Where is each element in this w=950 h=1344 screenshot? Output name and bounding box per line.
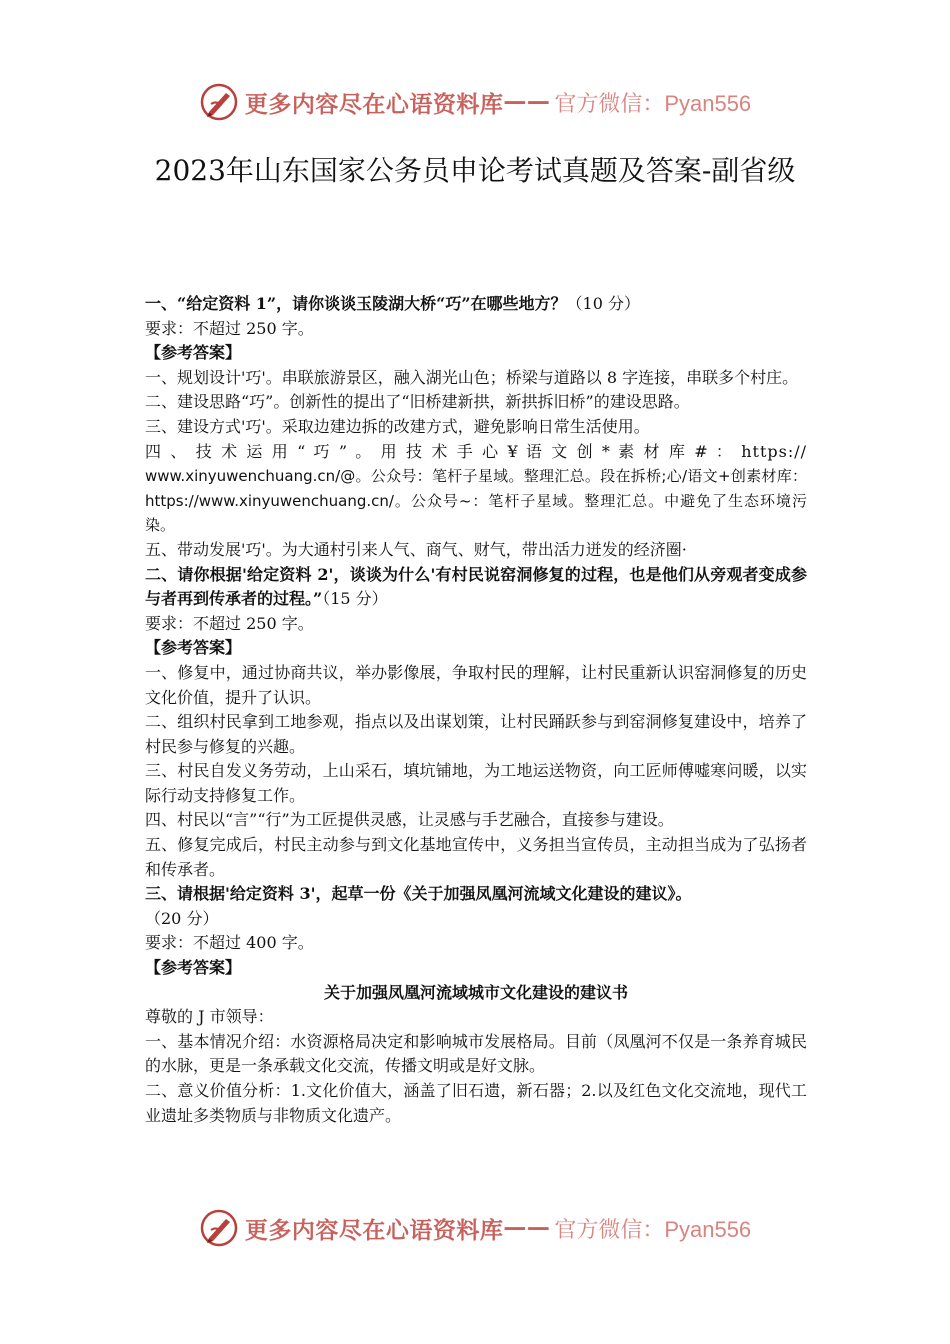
banner-wechat: 官方微信：Pyan556 [554, 1216, 752, 1242]
question-1-requirement: 要求：不超过 250 字。 [145, 318, 314, 338]
question-1-answer-4-body: www.xinyuwenchuang.cn/@。公众号：笔杆子星域。整理汇总。段在拆桥;心/语文+创素材库：https://www.xinyuwenchuang.cn/。公众号~：笔杆子星域。整理汇总。中避免了生态环境污染。 [145, 467, 807, 535]
question-1-answer-1: 一、规划设计'巧'。串联旅游景区，融入湖光山色；桥梁与道路以 8 字连接，串联多个村庄。 [145, 367, 799, 387]
question-3-score: （20 分） [145, 908, 219, 928]
question-1-answer-5: 五、带动发展'巧'。为大通村引来人气、商气、财气，带出活力迸发的经济圈· [145, 539, 687, 559]
question-2-requirement: 要求：不超过 250 字。 [145, 613, 314, 633]
question-1-answer-4-head: 四 、 技 术 运 用 “ 巧 ” 。 用 技 术 手 心 ¥ 语 文 创 * 素 材 库 # ： https:// [145, 441, 807, 461]
banner-text: 更多内容尽在心语资料库 [244, 91, 504, 118]
page-title: 2023年山东国家公务员申论考试真题及答案-副省级 [154, 154, 796, 187]
proposal-paragraph-2: 二、意义价值分析：1.文化价值大，涵盖了旧石遗，新石器；2.以及红色文化交流地，现代工业遗址多类物质与非物质文化遗产。 [145, 1081, 807, 1125]
banner-text: 更多内容尽在心语资料库 [244, 1217, 504, 1244]
question-2-answer-3: 三、村民自发义务劳动，上山采石，填坑铺地，为工地运送物资，向工匠师傅嘘寒问暖，以实际行动支持修复工作。 [145, 761, 807, 805]
question-1-answer-3: 三、建设方式'巧'。采取边建边拆的改建方式，避免影响日常生活使用。 [145, 416, 650, 436]
question-2-answer-2: 二、组织村民拿到工地参观，指点以及出谋划策，让村民踊跃参与到窑洞修复建设中，培养了村民参与修复的兴趣。 [145, 712, 807, 756]
footer-banner [0, 1206, 950, 1250]
question-2-answer-label: 【参考答案】 [145, 638, 242, 658]
question-1-answer-2: 二、建设思路“巧”。创新性的提出了“旧桥建新拱，新拱拆旧桥”的建设思路。 [145, 392, 690, 412]
question-1-answer-label: 【参考答案】 [145, 343, 242, 363]
question-2-answer-1: 一、修复中，通过协商共议，举办影像展，争取村民的理解，让村民重新认识窑洞修复的历史文化价值，提升了认识。 [145, 662, 807, 707]
question-2-heading [145, 563, 807, 612]
proposal-salutation: 尊敬的 J 市领导： [145, 1007, 274, 1027]
proposal-title: 关于加强凤凰河流域城市文化建设的建议书 [323, 982, 628, 1002]
question-3-heading: 三、请根据'给定资料 3'，起草一份《关于加强凤凰河流域文化建设的建议》。 [145, 884, 692, 904]
header-banner [0, 80, 950, 124]
banner-wechat: 官方微信：Pyan556 [554, 90, 752, 116]
question-1-heading [145, 292, 807, 317]
pen-logo-icon [199, 82, 239, 122]
question-3-answer-label: 【参考答案】 [145, 958, 242, 978]
question-1-score: （10 分） [566, 294, 640, 313]
banner-separator: —— [503, 89, 551, 115]
document-body [145, 292, 807, 1128]
pen-logo-icon [199, 1208, 239, 1248]
banner-separator: —— [503, 1215, 551, 1241]
question-2-text: 二、请你根据'给定资料 2'，谈谈为什么'有村民说窑洞修复的过程，也是他们从旁观者变成参与者再到传承者的过程。” [145, 564, 807, 609]
question-2-answer-4: 四、村民以“言”“行”为工匠提供灵感，让灵感与手艺融合，直接参与建设。 [145, 810, 674, 830]
proposal-paragraph-1: 一、基本情况介绍：水资源格局决定和影响城市发展格局。目前（凤凰河不仅是一条养育城民的水脉，更是一条承载文化交流，传播文明或是好文脉。 [145, 1031, 807, 1076]
question-2-score: （15 分） [322, 589, 388, 609]
question-3-requirement: 要求：不超过 400 字。 [145, 933, 314, 953]
question-2-answer-5: 五、修复完成后，村民主动参与到文化基地宣传中，义务担当宣传员，主动担当成为了弘扬者和传承者。 [145, 835, 807, 879]
question-1-text: 一、“给定资料 1”，请你谈谈玉陵湖大桥“巧”在哪些地方？ [145, 294, 567, 313]
